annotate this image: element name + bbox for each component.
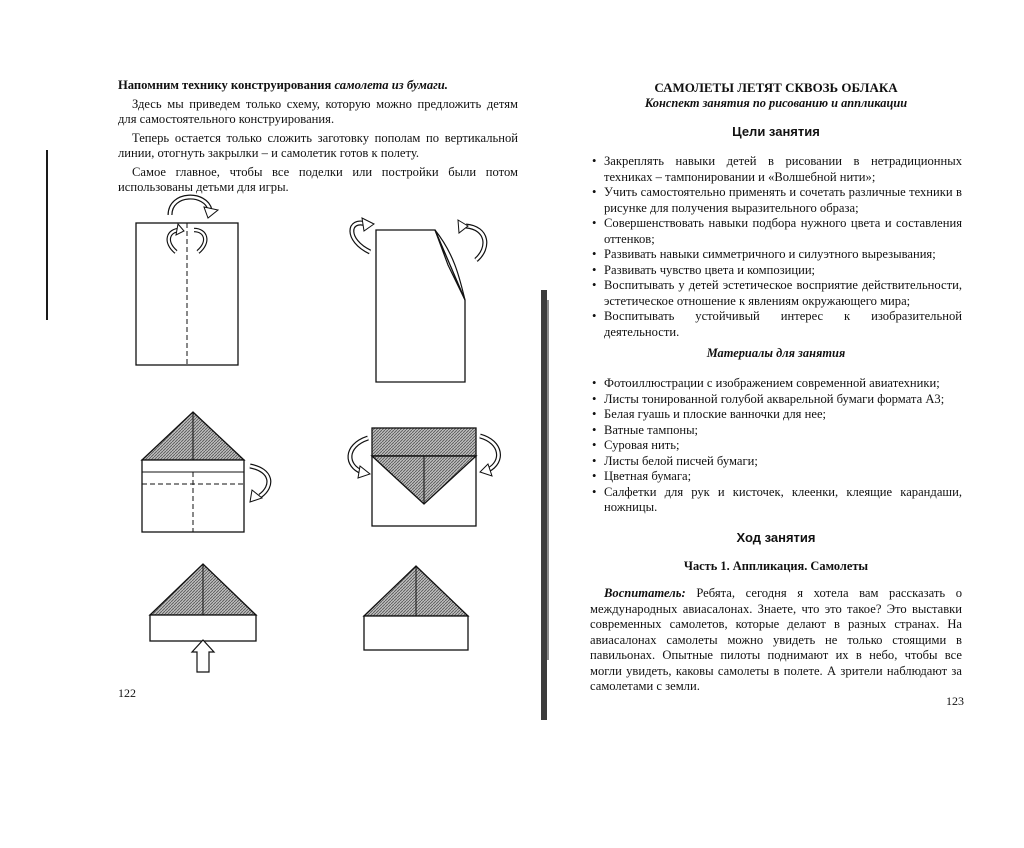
left-page-text <box>118 78 518 199</box>
material-item: • Фотоиллюстрации с изображением современной авиатехники; <box>590 376 962 392</box>
goal-item: • Воспитывать устойчивый интерес к изобразительной деятельности. <box>590 309 962 340</box>
goal-item: • Совершенствовать навыки подбора нужного цвета и составления оттенков; <box>590 216 962 247</box>
fold-step-3-triangle <box>136 406 276 536</box>
lesson-subtitle: Конспект занятия по рисованию и аппликации <box>644 96 908 110</box>
material-item: • Ватные тампоны; <box>590 423 962 439</box>
lesson-body-paragraph <box>590 586 962 695</box>
material-item: • Цветная бумага; <box>590 469 962 485</box>
intro-line: Напомним технику конструирования самолета из бумаги. <box>118 78 448 92</box>
material-item: • Белая гуашь и плоские ванночки для нее; <box>590 407 962 423</box>
fold-step-1-sheet <box>128 190 248 375</box>
goals-list <box>590 154 962 340</box>
left-paragraph-2: Теперь остается только сложить заготовку пополам по вертикальной линии, отогнуть закрылки – и самолетик готов к полету. <box>118 130 518 160</box>
goal-item: • Закреплять навыки детей в рисовании в нетрадиционных техниках – тампонировании и «Волшебной нити»; <box>590 154 962 185</box>
materials-list <box>590 376 962 516</box>
goal-item: • Учить самостоятельно применять и сочетать различные техники в рисунке для получения выразительного образа; <box>590 185 962 216</box>
binding-shadow-left <box>46 150 48 320</box>
goals-heading: Цели занятия <box>732 124 820 139</box>
course-heading: Ход занятия <box>736 530 816 545</box>
page-number-right: 123 <box>946 694 964 708</box>
material-item: • Суровая нить; <box>590 438 962 454</box>
left-paragraph-3: Самое главное, чтобы все поделки или постройки были потом использованы детьми для игры. <box>118 164 518 194</box>
fold-step-5-tip <box>144 560 264 685</box>
fold-step-6-final <box>358 562 478 657</box>
part-heading: Часть 1. Аппликация. Самолеты <box>683 559 869 573</box>
fold-step-2-corner <box>340 210 500 385</box>
left-paragraph-1: Здесь мы приведем только схему, которую можно предложить детям для самостоятельного конструирования. <box>118 96 518 126</box>
goal-item: • Воспитывать у детей эстетическое восприятие действительности, эстетическое отношение к явлениям окружающего мира; <box>590 278 962 309</box>
speaker-label: Воспитатель: <box>604 586 686 600</box>
body-text: Ребята, сегодня я хотела вам рассказать о международных авиасалонах. Знаете, что это такое? Это выставки современных самолетов, которые делают в разных странах. На авиасалонах самолеты можно увидеть не только стоящими в павильонах. Опытные пилоты поднимают их в небо, чтобы все могли увидеть, каковы самолеты в полете. А зрители наблюдают за самолетами с земли. <box>590 586 962 693</box>
material-item: • Салфетки для рук и кисточек, клеенки, клеящие карандаши, ножницы. <box>590 485 962 516</box>
goal-item: • Развивать навыки симметричного и силуэтного вырезывания; <box>590 247 962 263</box>
material-item: • Листы тонированной голубой акварельной бумаги формата А3; <box>590 392 962 408</box>
lesson-title: САМОЛЕТЫ ЛЕТЯТ СКВОЗЬ ОБЛАКА <box>654 80 898 95</box>
page-number-left: 122 <box>118 686 136 700</box>
material-item: • Листы белой писчей бумаги; <box>590 454 962 470</box>
fold-step-4-flap <box>340 418 510 528</box>
materials-heading: Материалы для занятия <box>706 346 846 360</box>
goal-item: • Развивать чувство цвета и композиции; <box>590 263 962 279</box>
